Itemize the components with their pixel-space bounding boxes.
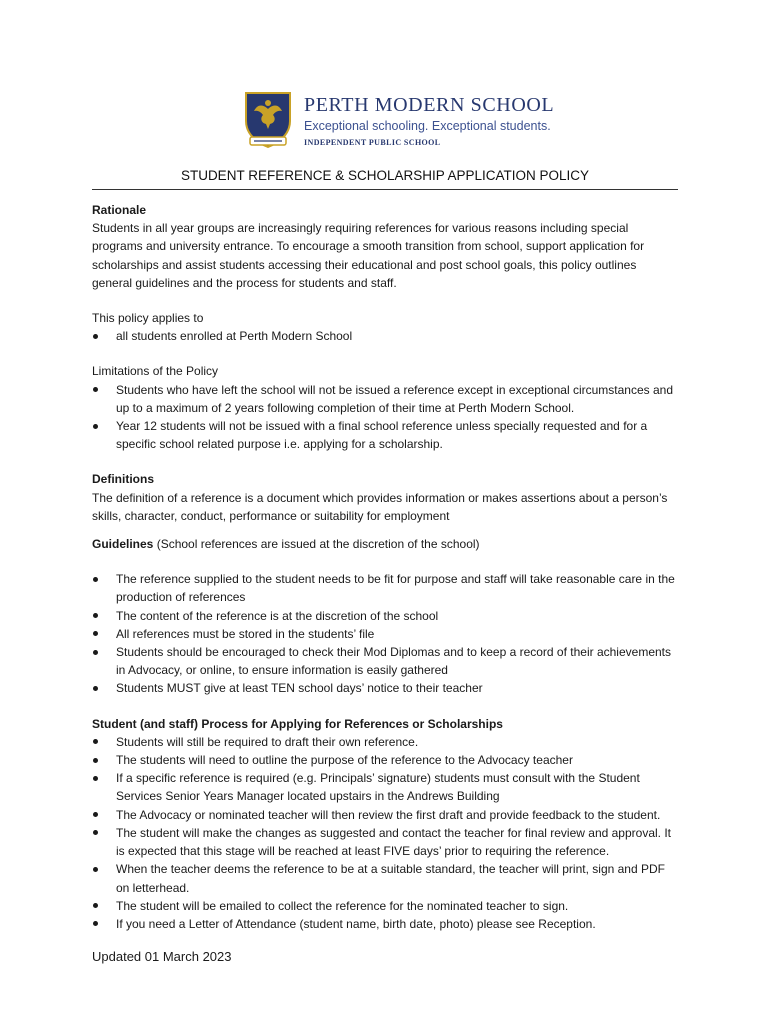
list-item: If you need a Letter of Attendance (student name, birth date, photo) please see Reception. [92, 915, 678, 933]
list-item: The content of the reference is at the discretion of the school [92, 607, 678, 625]
applies-list [92, 327, 678, 345]
list-item: All references must be stored in the students’ file [92, 625, 678, 643]
process-heading: Student (and staff) Process for Applying for References or Scholarships [92, 716, 503, 731]
document-title: STUDENT REFERENCE & SCHOLARSHIP APPLICATION POLICY [180, 168, 590, 183]
list-item: all students enrolled at Perth Modern School [92, 327, 678, 345]
updated-date: Updated 01 March 2023 [92, 949, 232, 964]
school-header [242, 90, 555, 152]
list-item: Students will still be required to draft their own reference. [92, 733, 678, 751]
rationale-text: Students in all year groups are increasingly requiring references for various reasons including special programs and university entrance. To encourage a smooth transition from school, support application for scholarships and assist students accessing their educational and post school goals, this policy outlines general guidelines and the process for students and staff. [92, 221, 645, 290]
list-item: The Advocacy or nominated teacher will then review the first draft and provide feedback to the student. [92, 806, 678, 824]
title-divider [92, 189, 678, 190]
list-item: The student will make the changes as suggested and contact the teacher for final review and approval. It is expected that this stage will be reached at least FIVE days’ prior to requiring the reference. [92, 824, 678, 860]
school-motto: Exceptional schooling. Exceptional students. [304, 119, 551, 133]
list-item: If a specific reference is required (e.g. Principals’ signature) students must consult with the Student Services Senior Years Manager located upstairs in the Andrews Building [92, 769, 678, 805]
definitions-heading: Definitions [92, 472, 154, 487]
list-item: Students MUST give at least TEN school days’ notice to their teacher [92, 679, 678, 697]
list-item: The reference supplied to the student needs to be fit for purpose and staff will take reasonable care in the production of references [92, 570, 678, 606]
list-item: The students will need to outline the purpose of the reference to the Advocacy teacher [92, 751, 678, 769]
applies-intro: This policy applies to [92, 311, 204, 326]
list-item: When the teacher deems the reference to be at a suitable standard, the teacher will print, sign and PDF on letterhead. [92, 860, 678, 896]
list-item: Year 12 students will not be issued with a final school reference unless specially requested and for a specific school related purpose i.e. applying for a scholarship. [92, 417, 678, 453]
guidelines-line [92, 535, 678, 553]
definitions-text: The definition of a reference is a document which provides information or makes assertions about a person’s skills, character, conduct, performance or suitability for employment [92, 490, 668, 523]
school-subtitle: INDEPENDENT PUBLIC SCHOOL [304, 138, 441, 147]
guidelines-heading: Guidelines [92, 537, 154, 552]
guidelines-note: (School references are issued at the discretion of the school) [153, 537, 480, 552]
list-item: The student will be emailed to collect the reference for the nominated teacher to sign. [92, 897, 678, 915]
limitations-intro: Limitations of the Policy [92, 364, 219, 379]
rationale-heading: Rationale [92, 203, 147, 217]
process-list [92, 733, 678, 933]
guidelines-list [92, 570, 678, 697]
list-item: Students should be encouraged to check their Mod Diplomas and to keep a record of their achievements in Advocacy, or online, to ensure information is easily gathered [92, 643, 678, 679]
list-item: Students who have left the school will not be issued a reference except in exceptional circumstances and up to a maximum of 2 years following completion of their time at Perth Modern School. [92, 381, 678, 417]
policy-content [92, 201, 678, 933]
school-name: PERTH MODERN SCHOOL [304, 94, 555, 116]
limitations-list [92, 381, 678, 454]
school-crest-icon [242, 91, 294, 149]
